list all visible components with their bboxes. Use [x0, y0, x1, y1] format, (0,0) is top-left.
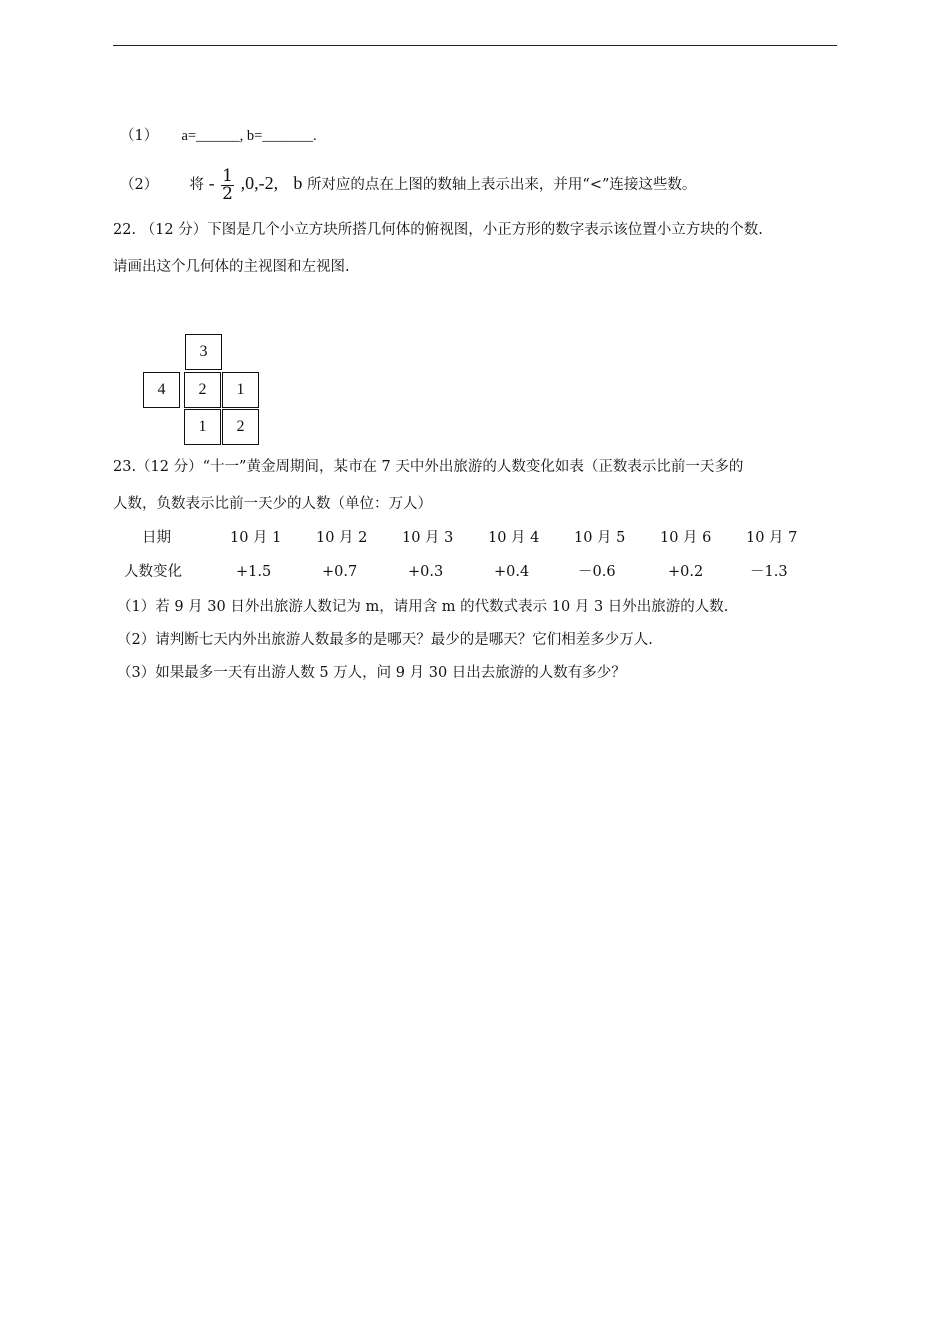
grid-cell-bot-right: 2 — [222, 409, 259, 445]
grid-cell-mid-center: 2 — [184, 372, 221, 408]
q21-part2-values: ,0,-2, — [240, 173, 279, 193]
q23-sub1: （1）若 9 月 30 日外出旅游人数记为 m，请用含 m 的代数式表示 10 月 3 日外出旅游的人数. — [117, 599, 729, 615]
table-cell: 10 月 5 — [574, 530, 626, 546]
q21-part2 — [120, 166, 696, 203]
fraction-denominator: 2 — [222, 183, 233, 204]
table-cell: －1.3 — [750, 564, 788, 580]
q23-line1: 23.（12 分）“十一”黄金周期间，某市在 7 天中外出旅游的人数变化如表（正数表示比前一天多的 — [113, 459, 744, 475]
q23-sub3: （3）如果最多一天有出游人数 5 万人，问 9 月 30 日出去旅游的人数有多少？ — [117, 665, 626, 681]
grid-cell-mid-right: 1 — [222, 372, 259, 408]
q23-sub2: （2）请判断七天内外出旅游人数最多的是哪天？最少的是哪天？它们相差多少万人. — [117, 632, 653, 648]
q23-line2: 人数，负数表示比前一天少的人数（单位：万人） — [113, 496, 432, 512]
fraction-numerator: 1 — [222, 165, 233, 186]
table-cell: 10 月 6 — [660, 530, 712, 546]
q21-part2-fraction — [221, 165, 234, 204]
table-cell: +0.2 — [668, 564, 704, 580]
grid-cell-mid-left: 4 — [143, 372, 180, 408]
q21-part2-post: 所对应的点在上图的数轴上表示出来，并用“<”连接这些数。 — [306, 177, 697, 193]
table-row-dates — [118, 526, 838, 550]
q21-part2-pre: 将 — [189, 177, 204, 193]
q22-line2: 请画出这个几何体的主视图和左视图. — [113, 259, 350, 275]
q21-part2-minus: - — [208, 173, 215, 193]
q21-part1-text: a=______, b=_______. — [181, 128, 317, 144]
table-cell: +1.5 — [236, 564, 272, 580]
q21-part1 — [120, 126, 317, 146]
grid-cell-bot-center: 1 — [184, 409, 221, 445]
table-row-changes — [118, 560, 838, 584]
table-cell: 10 月 1 — [230, 530, 282, 546]
table-cell: 10 月 7 — [746, 530, 798, 546]
table-header-change: 人数变化 — [124, 564, 182, 580]
q21-part2-b: b — [293, 173, 303, 193]
q21-part2-label: （2） — [120, 177, 159, 193]
header-rule — [113, 45, 837, 46]
table-cell: +0.7 — [322, 564, 358, 580]
table-cell: 10 月 2 — [316, 530, 368, 546]
table-cell: +0.3 — [408, 564, 444, 580]
grid-cell-top: 3 — [185, 334, 222, 370]
q21-part1-label: （1） — [120, 128, 159, 144]
table-header-date: 日期 — [142, 530, 171, 546]
table-cell: 10 月 4 — [488, 530, 540, 546]
table-cell: －0.6 — [578, 564, 616, 580]
table-cell: +0.4 — [494, 564, 530, 580]
table-cell: 10 月 3 — [402, 530, 454, 546]
q22-line1: 22. （12 分）下图是几个小立方块所搭几何体的俯视图，小正方形的数字表示该位置小立方块的个数. — [113, 222, 763, 238]
